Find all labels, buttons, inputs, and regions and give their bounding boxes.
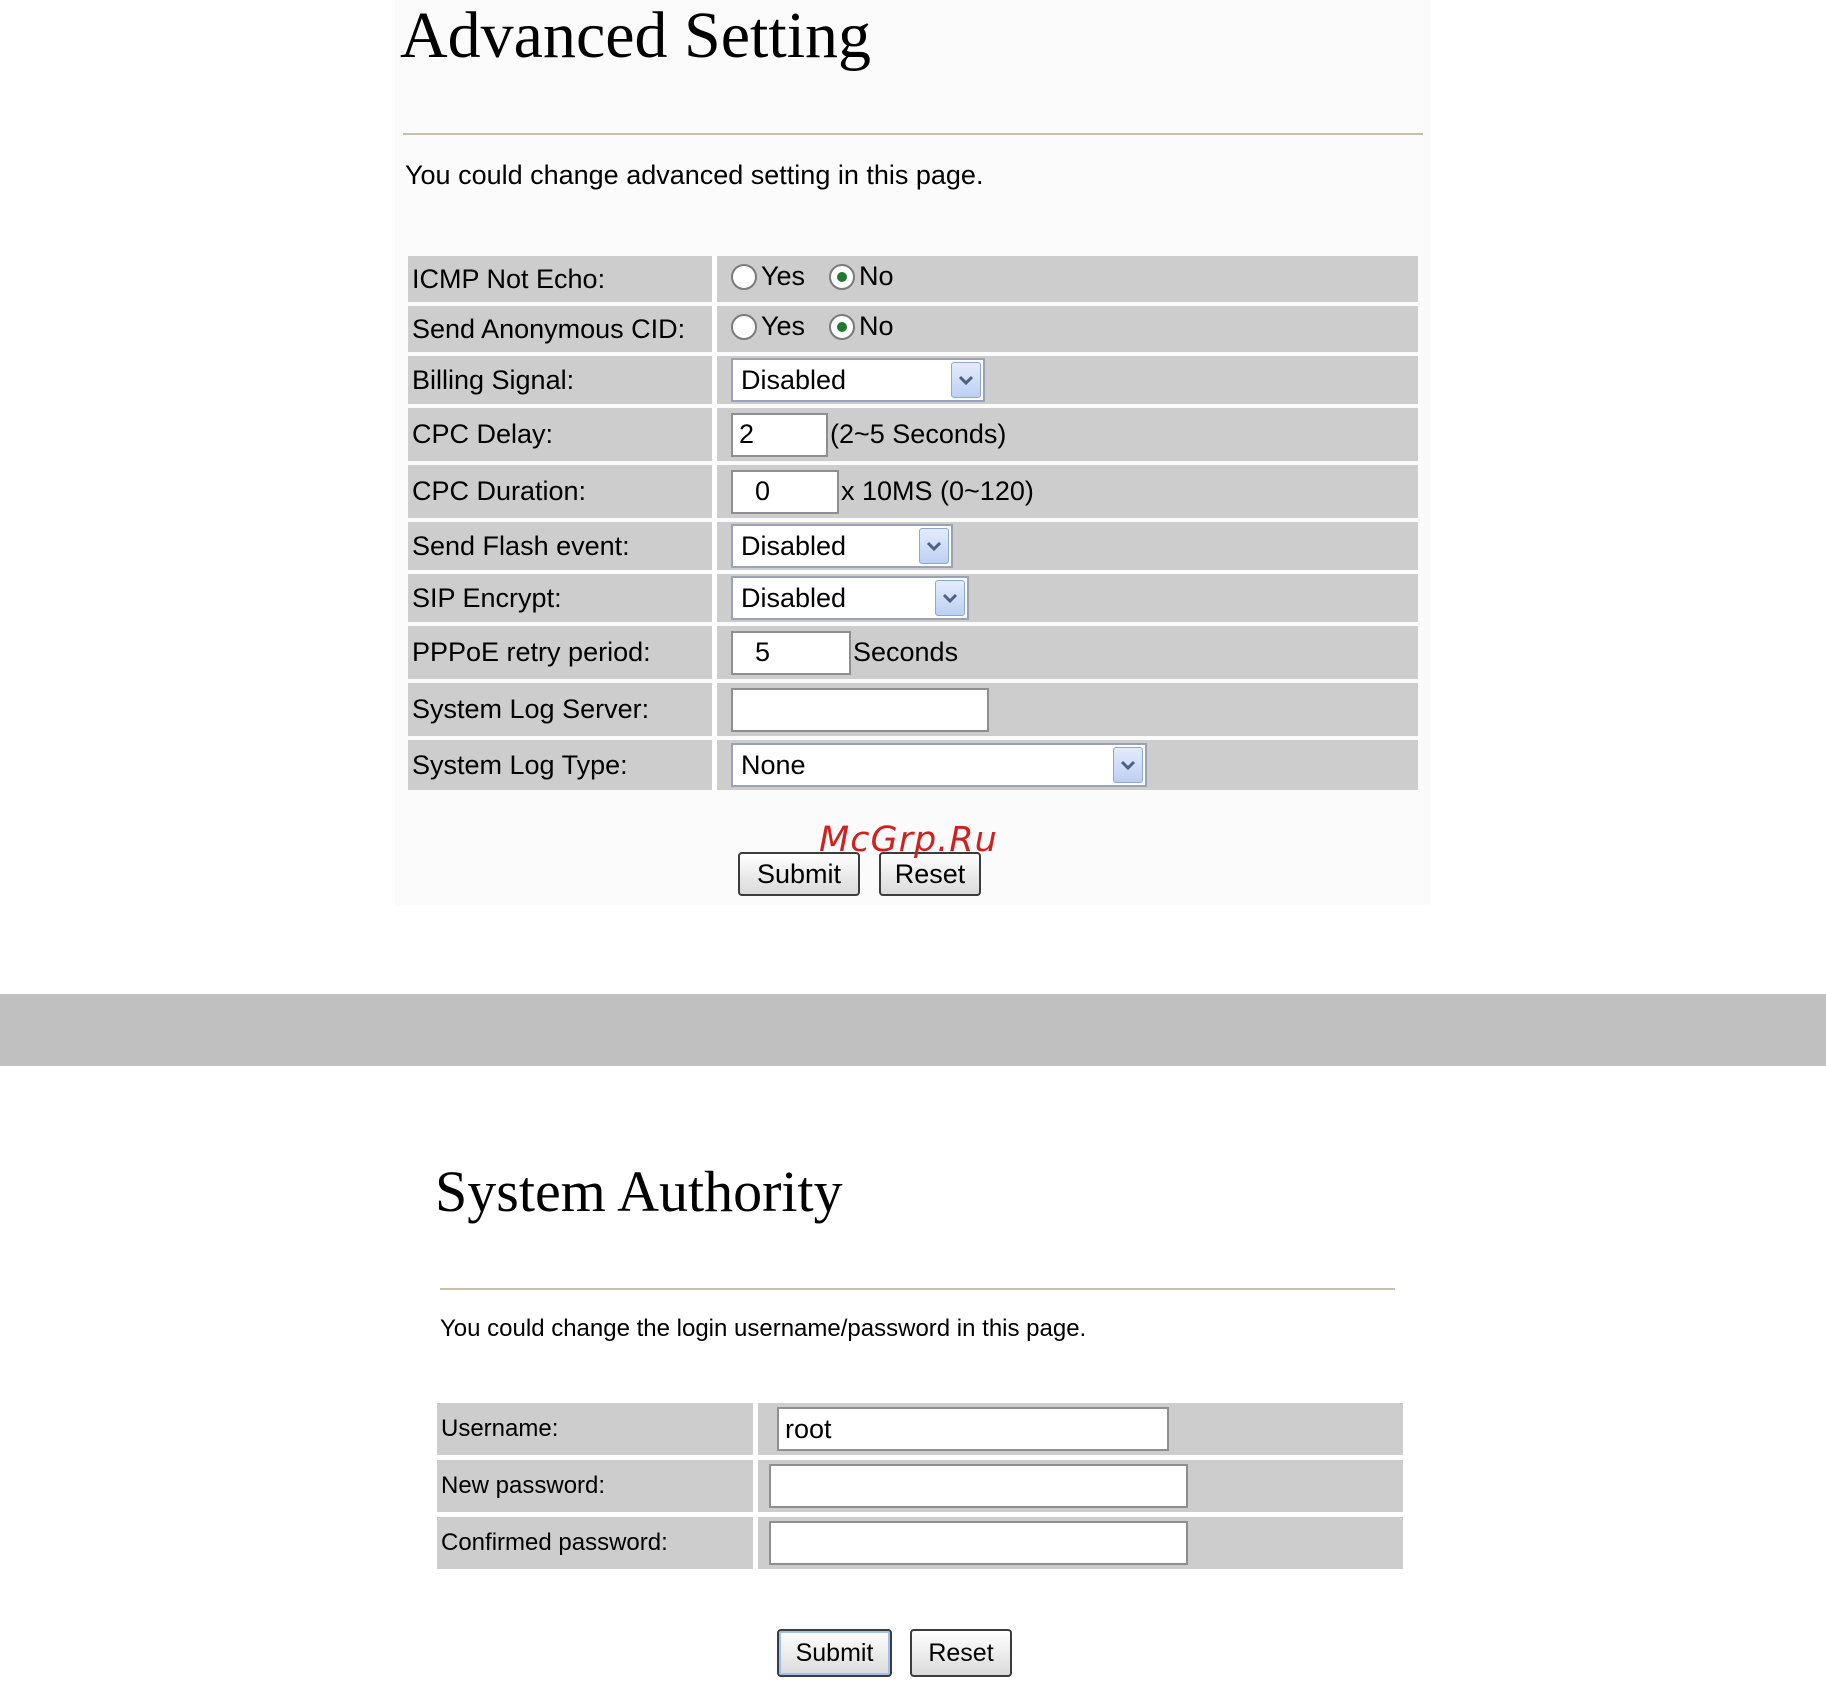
send-anonymous-cid-yes-option[interactable]: [731, 311, 805, 342]
send-anonymous-cid-radio-group: [731, 311, 918, 342]
radio-label: No: [859, 261, 894, 292]
cpc-delay-unit: (2~5 Seconds): [830, 419, 1007, 449]
sip-encrypt-label: SIP Encrypt:: [408, 574, 717, 622]
cpc-delay-input[interactable]: 2: [731, 413, 828, 457]
select-value: Disabled: [741, 530, 847, 561]
table-row: [408, 522, 1418, 570]
new-password-input[interactable]: [769, 1464, 1188, 1508]
send-anonymous-cid-label: Send Anonymous CID:: [408, 306, 717, 352]
confirmed-password-label: Confirmed password:: [437, 1517, 758, 1569]
radio-no-checked[interactable]: [829, 314, 855, 340]
select-value: Disabled: [741, 364, 847, 395]
page-title: Advanced Setting: [400, 0, 872, 72]
submit-button[interactable]: Submit: [777, 1629, 892, 1677]
pppoe-retry-period-input[interactable]: 5: [731, 631, 851, 675]
chevron-down-icon[interactable]: [919, 528, 949, 564]
cpc-duration-input[interactable]: 0: [731, 470, 839, 514]
cpc-delay-label: CPC Delay:: [408, 408, 717, 461]
radio-label: Yes: [761, 311, 806, 342]
system-log-type-label: System Log Type:: [408, 740, 717, 790]
chevron-down-icon[interactable]: [1113, 747, 1143, 783]
system-log-type-select[interactable]: [731, 743, 1147, 787]
table-row: [408, 256, 1418, 302]
sip-encrypt-select[interactable]: [731, 576, 969, 620]
radio-yes-unchecked[interactable]: [731, 264, 757, 290]
table-row: [408, 574, 1418, 622]
table-row: [408, 306, 1418, 352]
table-row: [437, 1460, 1403, 1512]
icmp-not-echo-yes-option[interactable]: [731, 261, 805, 292]
table-row: [408, 740, 1418, 790]
reset-button[interactable]: Reset: [910, 1629, 1012, 1677]
username-input[interactable]: root: [777, 1407, 1169, 1451]
table-row: [408, 683, 1418, 736]
pppoe-retry-period-label: PPPoE retry period:: [408, 626, 717, 679]
reset-button[interactable]: Reset: [879, 852, 981, 896]
advanced-setting-panel: [395, 0, 1430, 905]
cpc-duration-unit: x 10MS (0~120): [841, 476, 1034, 506]
page-description: You could change advanced setting in this page.: [405, 160, 984, 190]
table-row: [437, 1403, 1403, 1455]
title-divider: [440, 1288, 1395, 1290]
table-row: [408, 356, 1418, 404]
table-row: [437, 1517, 1403, 1569]
radio-label: Yes: [761, 261, 806, 292]
radio-no-checked[interactable]: [829, 264, 855, 290]
system-log-server-input[interactable]: [731, 688, 989, 732]
cpc-duration-label: CPC Duration:: [408, 465, 717, 518]
icmp-not-echo-radio-group: [731, 261, 918, 292]
new-password-label: New password:: [437, 1460, 758, 1512]
submit-button[interactable]: Submit: [738, 852, 860, 896]
page-title: System Authority: [435, 1159, 843, 1224]
table-row: [408, 626, 1418, 679]
icmp-not-echo-label: ICMP Not Echo:: [408, 256, 717, 302]
watermark-text: McGrp.Ru: [819, 820, 998, 860]
system-authority-form: [437, 1398, 1403, 1574]
select-value: Disabled: [741, 582, 847, 613]
icmp-not-echo-no-option[interactable]: [829, 261, 894, 292]
section-divider-bar: [0, 994, 1826, 1066]
send-anonymous-cid-no-option[interactable]: [829, 311, 894, 342]
chevron-down-icon[interactable]: [935, 580, 965, 616]
table-row: [408, 465, 1418, 518]
table-row: [408, 408, 1418, 461]
pppoe-retry-period-unit: Seconds: [853, 637, 959, 667]
title-divider: [403, 133, 1423, 135]
radio-yes-unchecked[interactable]: [731, 314, 757, 340]
username-label: Username:: [437, 1403, 758, 1455]
page-description: You could change the login username/password in this page.: [440, 1315, 1087, 1342]
billing-signal-label: Billing Signal:: [408, 356, 717, 404]
select-value: None: [741, 749, 806, 780]
send-flash-event-select[interactable]: [731, 524, 953, 568]
advanced-settings-form: [408, 252, 1418, 794]
confirmed-password-input[interactable]: [769, 1521, 1188, 1565]
radio-label: No: [859, 311, 894, 342]
system-log-server-label: System Log Server:: [408, 683, 717, 736]
chevron-down-icon[interactable]: [951, 362, 981, 398]
send-flash-event-label: Send Flash event:: [408, 522, 717, 570]
billing-signal-select[interactable]: [731, 358, 985, 402]
